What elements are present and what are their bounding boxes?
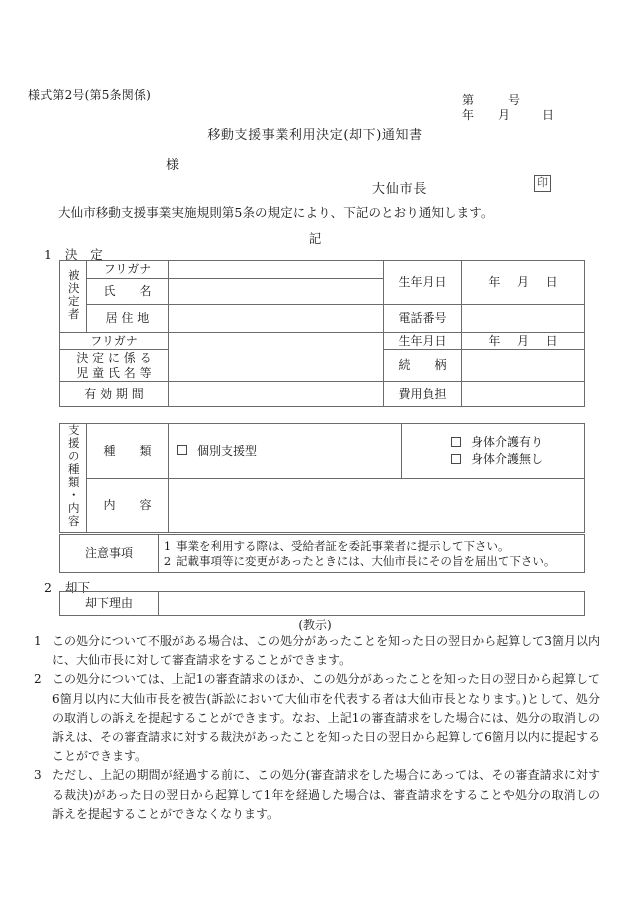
residence-value-cell[interactable] — [169, 305, 384, 333]
phone-value-cell[interactable] — [462, 305, 585, 333]
instruction-clause — [34, 670, 600, 766]
child-name-value-cell[interactable] — [169, 333, 384, 382]
support-table — [59, 423, 585, 533]
checkbox-icon[interactable] — [451, 437, 461, 447]
instruction-clause — [34, 766, 600, 824]
note-item — [159, 539, 584, 553]
decision-table — [59, 260, 585, 407]
ki-marker: 記 — [308, 231, 322, 246]
birthdate-value-cell[interactable] — [462, 261, 585, 305]
section-rejection-label: 2 却下 — [44, 580, 91, 595]
section-decision-label: 1 決 定 — [44, 247, 103, 262]
relation-value-cell[interactable] — [462, 350, 585, 382]
checkbox-icon[interactable] — [451, 454, 461, 464]
date-day-label: 日 — [541, 108, 554, 122]
support-content-label-cell: 内 容 — [87, 479, 169, 533]
valid-period-value-cell[interactable] — [169, 382, 384, 407]
recipient-group-label-cell — [60, 261, 87, 333]
child-furigana-label-cell: フリガナ — [60, 333, 169, 350]
clause-number: 1 — [34, 634, 42, 648]
support-type-label-cell: 種 類 — [87, 424, 169, 479]
table-row — [60, 592, 585, 616]
date-year-label: 年 — [462, 108, 475, 122]
furigana-value-cell[interactable] — [169, 261, 384, 279]
checkbox-row-care-no[interactable] — [443, 451, 543, 468]
valid-period-label-cell: 有 効 期 間 — [60, 382, 169, 407]
document-date-row — [462, 108, 570, 123]
ymd-month: 月 — [516, 333, 529, 348]
note-text: 記載事項等に変更があったときには、大仙市長にその旨を届出て下さい。 — [176, 553, 556, 568]
rejection-reason-label-cell: 却下理由 — [60, 592, 159, 616]
phone-label-cell: 電話番号 — [384, 305, 462, 333]
notes-table — [59, 534, 585, 573]
table-row — [60, 305, 585, 333]
relation-label-cell: 続 柄 — [384, 350, 462, 382]
birthdate-ymd — [462, 275, 584, 290]
child-birthdate-label-cell: 生年月日 — [384, 333, 462, 350]
note-number: 2 — [163, 553, 172, 568]
residence-label-cell: 居 住 地 — [87, 305, 169, 333]
name-label-cell: 氏 名 — [87, 279, 169, 305]
support-group-label-cell — [60, 424, 87, 533]
document-number-row — [462, 93, 570, 108]
ymd-day: 日 — [545, 333, 558, 348]
clause-number: 2 — [34, 672, 42, 687]
clause-text: この処分について不服がある場合は、この処分があったことを知った日の翌日から起算して3箇月以内に、大仙市長に対して審査請求をすることができます。 — [52, 634, 600, 668]
ymd-year: 年 — [488, 275, 501, 289]
instruction-clause — [34, 632, 600, 670]
checkbox-label: 身体介護有り — [470, 435, 543, 450]
date-month-label: 月 — [497, 108, 510, 122]
cost-burden-label-cell: 費用負担 — [384, 382, 462, 407]
cost-burden-value-cell[interactable] — [462, 382, 585, 407]
birthdate-label-cell: 生年月日 — [384, 261, 462, 305]
notes-label-cell: 注意事項 — [60, 535, 159, 573]
support-type-left-options-cell — [169, 424, 402, 479]
table-row — [60, 261, 585, 279]
note-text: 事業を利用する際は、受給者証を委託事業者に提示して下さい。 — [176, 539, 510, 554]
recipient-vertical-label: 被決定者 — [66, 268, 81, 321]
instructions-list — [34, 632, 600, 824]
seal-stamp-icon: 印 — [534, 175, 551, 192]
table-row — [60, 333, 585, 350]
table-row — [60, 535, 585, 573]
name-value-cell[interactable] — [169, 279, 384, 305]
clause-number: 3 — [34, 768, 42, 783]
support-vertical-label: 支援の種類・内容 — [66, 424, 81, 528]
ymd-month: 月 — [516, 275, 529, 289]
child-birthdate-ymd — [462, 334, 584, 349]
page-title: 移動支援事業利用決定(却下)通知書 — [207, 128, 423, 143]
rejection-table — [59, 591, 585, 616]
table-row — [60, 479, 585, 533]
issuer-name: 大仙市長 — [372, 182, 428, 197]
checkbox-label: 個別支援型 — [197, 443, 258, 458]
form-number: 様式第2号(第5条関係) — [28, 88, 152, 102]
child-name-label-line1: 決 定 に 係 る — [76, 350, 152, 365]
addressee-suffix: 様 — [166, 158, 180, 173]
table-row — [60, 424, 585, 479]
checkbox-row-kobetsu[interactable] — [169, 443, 401, 460]
document-number-and-date — [462, 93, 570, 123]
checkbox-label: 身体介護無し — [470, 452, 543, 467]
furigana-label-cell: フリガナ — [87, 261, 169, 279]
note-item — [159, 554, 584, 568]
child-name-label-line2: 児 童 氏 名 等 — [76, 365, 152, 380]
child-name-label-cell — [60, 350, 169, 382]
notes-content-cell — [159, 535, 585, 573]
support-content-value-cell[interactable] — [169, 479, 585, 533]
clause-text: ただし、上記の期間が経過する前に、この処分(審査請求をした場合にあっては、その審査請求に対する裁決)があった日の翌日から起算して1年を経過した場合は、審査請求をすることや処分の取消しの訴えを提起することができなくなります。 — [52, 768, 600, 821]
note-number: 1 — [163, 539, 172, 554]
document-number-unit: 号 — [508, 93, 521, 107]
instructions-heading: (教示) — [298, 618, 332, 632]
ymd-day: 日 — [545, 275, 558, 289]
table-row — [60, 382, 585, 407]
support-type-right-options-cell — [402, 424, 585, 479]
document-number-label: 第 — [462, 93, 475, 107]
child-birthdate-value-cell[interactable] — [462, 333, 585, 350]
checkbox-row-care-yes[interactable] — [443, 434, 543, 451]
checkbox-icon[interactable] — [177, 445, 187, 455]
rejection-reason-value-cell[interactable] — [159, 592, 585, 616]
preamble-text: 大仙市移動支援事業実施規則第5条の規定により、下記のとおり通知します。 — [58, 205, 494, 220]
clause-text: この処分については、上記1の審査請求のほか、この処分があったことを知った日の翌日から起算して6箇月以内に大仙市長を被告(訴訟において大仙市を代表する者は大仙市長となります。)として、処分の取消しの訴えを提起することができます。なお、上記1の審査請求をした場合には、処分の取消しの訴えは、その審査請求に対する裁決があったことを知った日の翌日から起算して6箇月以内に提起することができます。 — [52, 672, 600, 764]
ymd-year: 年 — [488, 333, 501, 348]
checkbox-group-care — [443, 434, 543, 468]
